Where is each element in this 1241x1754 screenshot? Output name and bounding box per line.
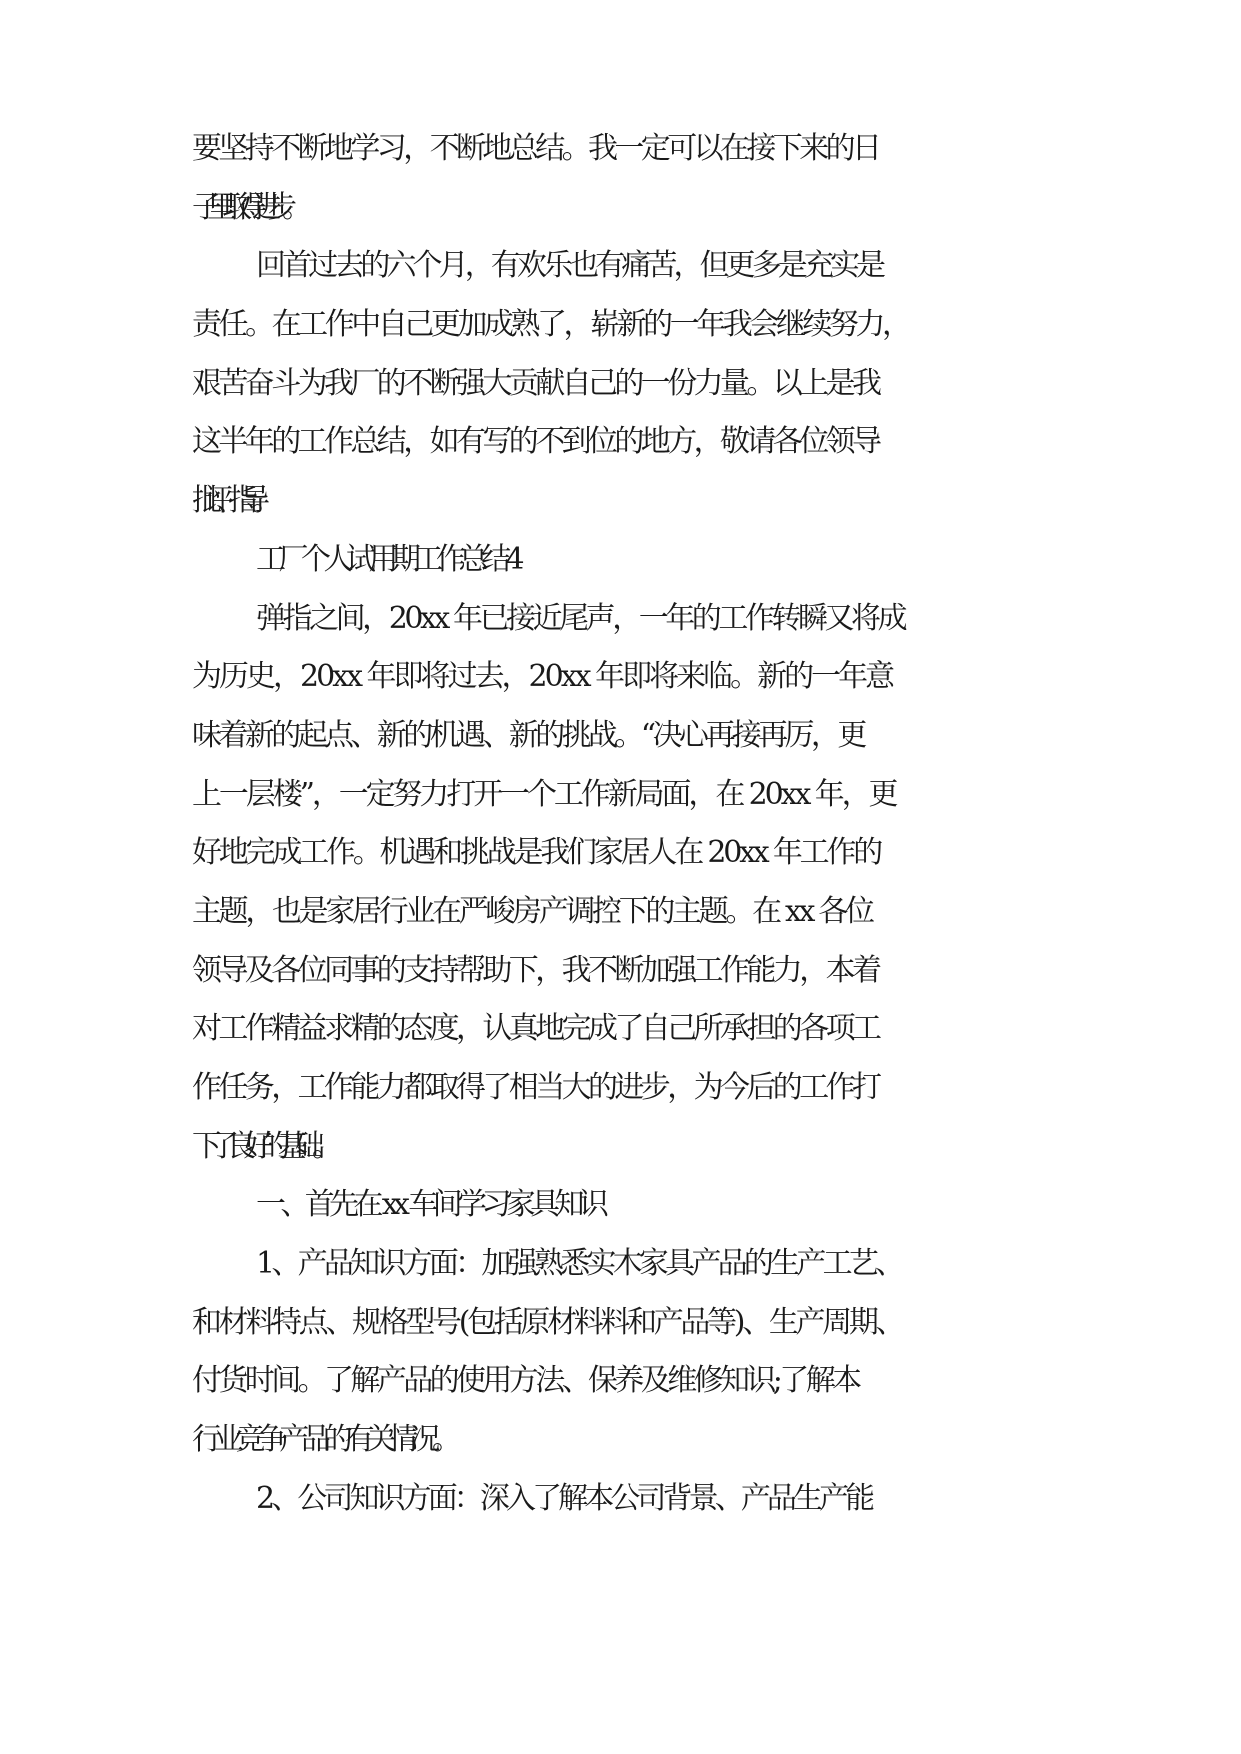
text-line: 回首过去的六个月，有欢乐也有痛苦，但更多是充实是 xyxy=(256,248,883,284)
text-line: 工厂个人试用期工作总结 4 xyxy=(256,541,518,577)
text-line: 1、产品知识方面：加强熟悉实木家具产品的生产工艺、 xyxy=(256,1246,902,1282)
document-body xyxy=(192,120,1052,1529)
text-line: 领导及各位同事的支持帮助下，我不断加强工作能力，本着 xyxy=(192,952,879,988)
text-line: 一、首先在 xx 车间学习家具知识 xyxy=(256,1187,604,1223)
text-line: 弹指之间，20xx 年已接近尾声，一年的工作转瞬又将成 xyxy=(256,600,905,636)
text-line: 要坚持不断地学习，不断地总结。我一定可以在接下来的日 xyxy=(192,131,879,166)
text-line: 艰苦奋斗为我厂的不断强大贡献自己的一份力量。以上是我 xyxy=(192,365,879,401)
text-line: 对工作精益求精的态度，认真地完成了自己所承担的各项工 xyxy=(192,1011,879,1047)
text-line: 子里取得进步。 xyxy=(192,189,297,225)
text-line: 好地完成工作。机遇和挑战是我们家居人在 20xx 年工作的 xyxy=(192,835,880,871)
text-line: 付货时间。了解产品的使用方法、保养及维修知识;了解本 xyxy=(192,1363,859,1399)
text-line: 2、公司知识方面：深入了解本公司背景、产品生产能 xyxy=(256,1480,872,1516)
text-line: 责任。在工作中自己更加成熟了，崭新的一年我会继续努力， xyxy=(192,307,909,343)
text-line: 味着新的起点、新的机遇、新的挑战。“决心再接再厉，更 xyxy=(192,717,864,753)
text-line: 为历史，20xx 年即将过去，20xx 年即将来临。新的一年意 xyxy=(192,659,893,695)
text-line: 上一层楼”，一定努力打开一个工作新局面，在 20xx 年，更 xyxy=(192,776,896,812)
text-line: 和材料特点、规格型号(包括原材料料和产品等)、生产周期、 xyxy=(192,1304,903,1340)
text-line: 这半年的工作总结，如有写的不到位的地方，敬请各位领导 xyxy=(192,424,879,460)
text-line: 行业竞争产品的有关情况。 xyxy=(192,1422,454,1458)
text-line: 作任务，工作能力都取得了相当大的进步，为今后的工作打 xyxy=(192,1070,879,1105)
text-line: 批评、指导。 xyxy=(192,483,264,519)
text-line: 下了良好的基础。 xyxy=(192,1128,330,1164)
text-line: 主题，也是家居行业在严峻房产调控下的主题。在 xx 各位 xyxy=(192,893,872,929)
